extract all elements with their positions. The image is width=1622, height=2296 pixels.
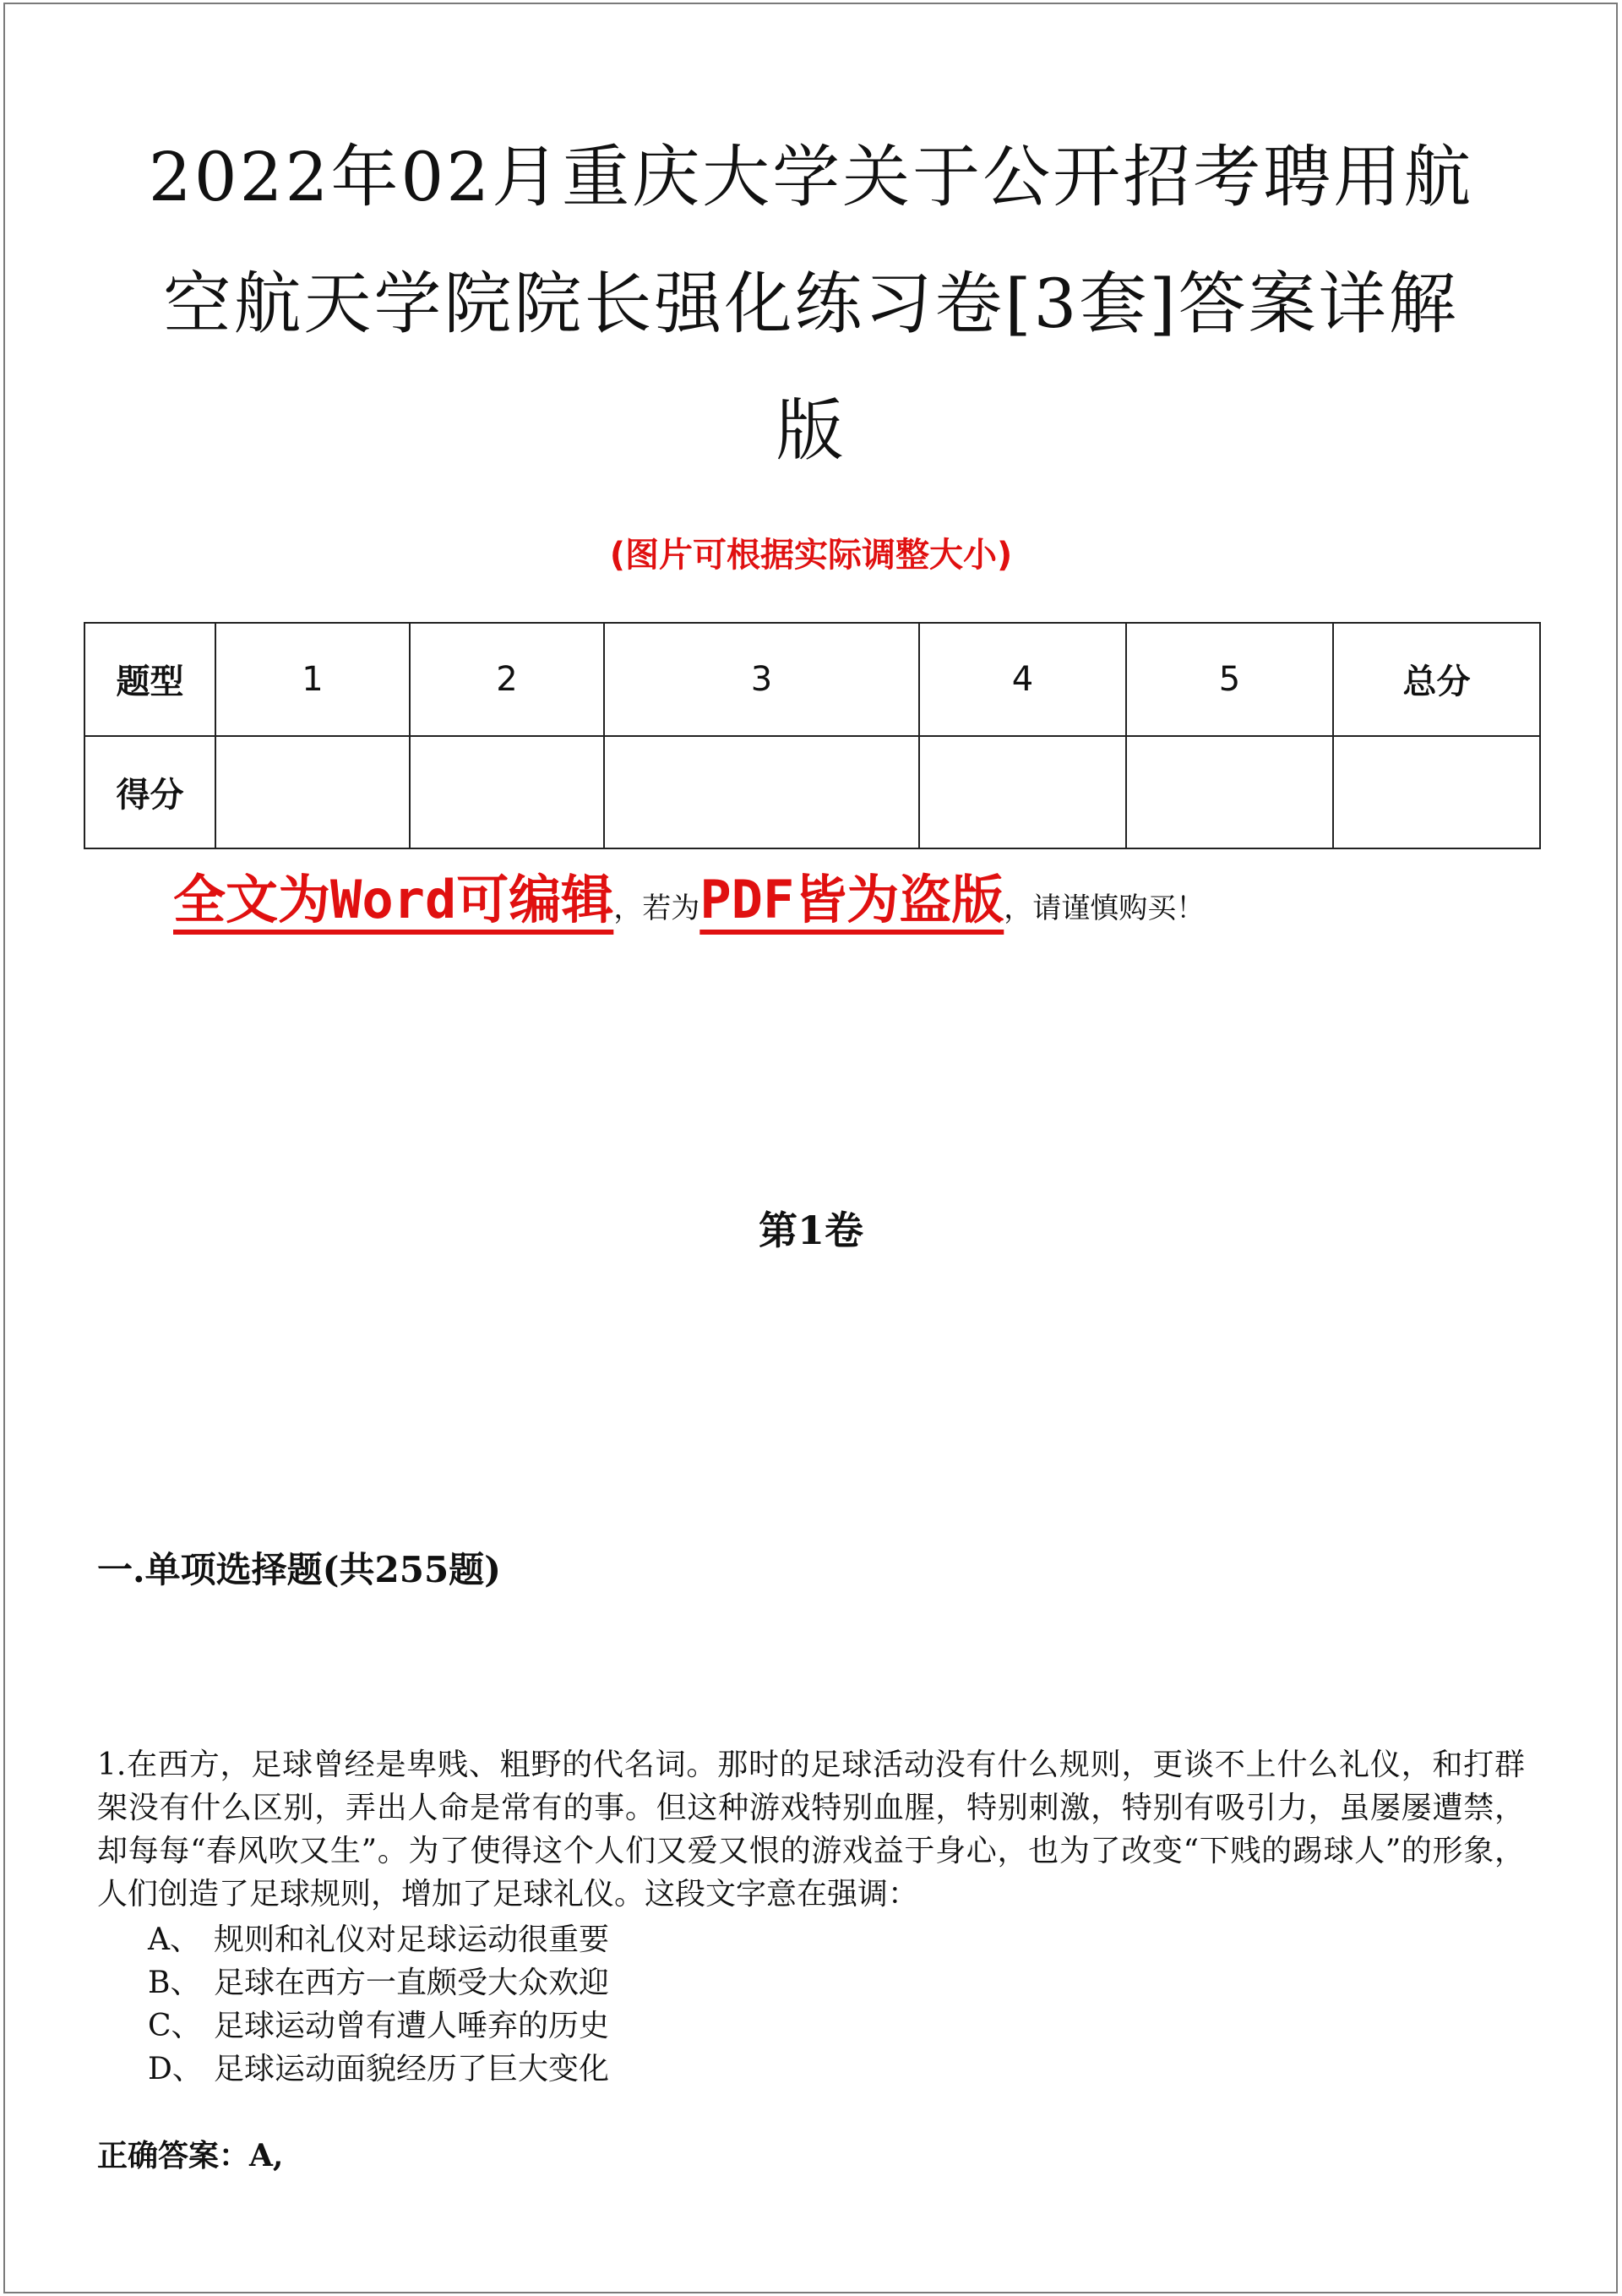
total-score-header: 总分 — [1333, 623, 1540, 736]
option-a — [148, 1918, 609, 1961]
piracy-warning — [173, 858, 1525, 933]
option-d — [148, 2048, 609, 2091]
volume-heading: 第1卷 — [758, 1208, 863, 1253]
question-text: 1.在西方，足球曾经是卑贱、粗野的代名词。那时的足球活动没有什么规则，更谈不上什么礼仪，和打群架没有什么区别，弄出人命是常有的事。但这种游戏特别血腥，特别刺激，特别有吸引力，虽屡屡遭禁，却每每“春风吹又生”。为了使得这个人们又爱又恨的游戏益于身心，也为了改变“下贱的踢球人”的形象，人们创造了足球规则，增加了足球礼仪。这段文字意在强调： — [97, 1748, 1525, 1912]
option-text: 规则和礼仪对足球运动很重要 — [214, 1922, 610, 1957]
score-table-score-row — [84, 736, 1540, 849]
option-letter: A、 — [148, 1922, 200, 1957]
image-size-note: (图片可根据实际调整大小) — [609, 536, 1013, 575]
option-letter: C、 — [148, 2009, 202, 2043]
option-b — [148, 1961, 609, 2004]
document-title — [84, 114, 1538, 494]
warning-joiner-text: ，若为 — [613, 892, 700, 925]
warning-pdf-text: PDF皆为盗版 — [699, 869, 1004, 930]
score-cell — [604, 736, 919, 849]
column-header: 3 — [604, 623, 919, 736]
title-line-1: 2022年02月重庆大学关于公开招考聘用航 — [148, 138, 1474, 216]
title-line-2: 空航天学院院长强化练习卷[3套]答案详解 — [163, 265, 1459, 343]
column-header: 4 — [919, 623, 1126, 736]
correct-answer: 正确答案：A, — [97, 2138, 284, 2173]
option-letter: D、 — [148, 2052, 203, 2086]
option-text: 足球运动面貌经历了巨大变化 — [214, 2052, 610, 2086]
warning-caution-text: ，请谨慎购买！ — [1004, 892, 1206, 925]
title-line-3: 版 — [776, 391, 846, 470]
column-header: 5 — [1126, 623, 1333, 736]
option-text: 足球运动曾有遭人唾弃的历史 — [214, 2009, 610, 2043]
section-heading: 一.单项选择题(共255题) — [97, 1549, 502, 1590]
score-cell — [410, 736, 604, 849]
score-cell — [215, 736, 410, 849]
option-text: 足球在西方一直颇受大众欢迎 — [214, 1966, 610, 2000]
column-header: 2 — [410, 623, 604, 736]
column-header: 1 — [215, 623, 410, 736]
score-table — [84, 622, 1541, 849]
score-cell — [919, 736, 1126, 849]
score-table-header-row — [84, 623, 1540, 736]
warning-editable-text: 全文为Word可编辑 — [173, 869, 614, 930]
option-c — [148, 2004, 609, 2048]
score-cell — [1126, 736, 1333, 849]
score-cell — [1333, 736, 1540, 849]
option-letter: B、 — [148, 1966, 201, 2000]
question-type-label: 题型 — [84, 623, 215, 736]
score-label: 得分 — [84, 736, 215, 849]
